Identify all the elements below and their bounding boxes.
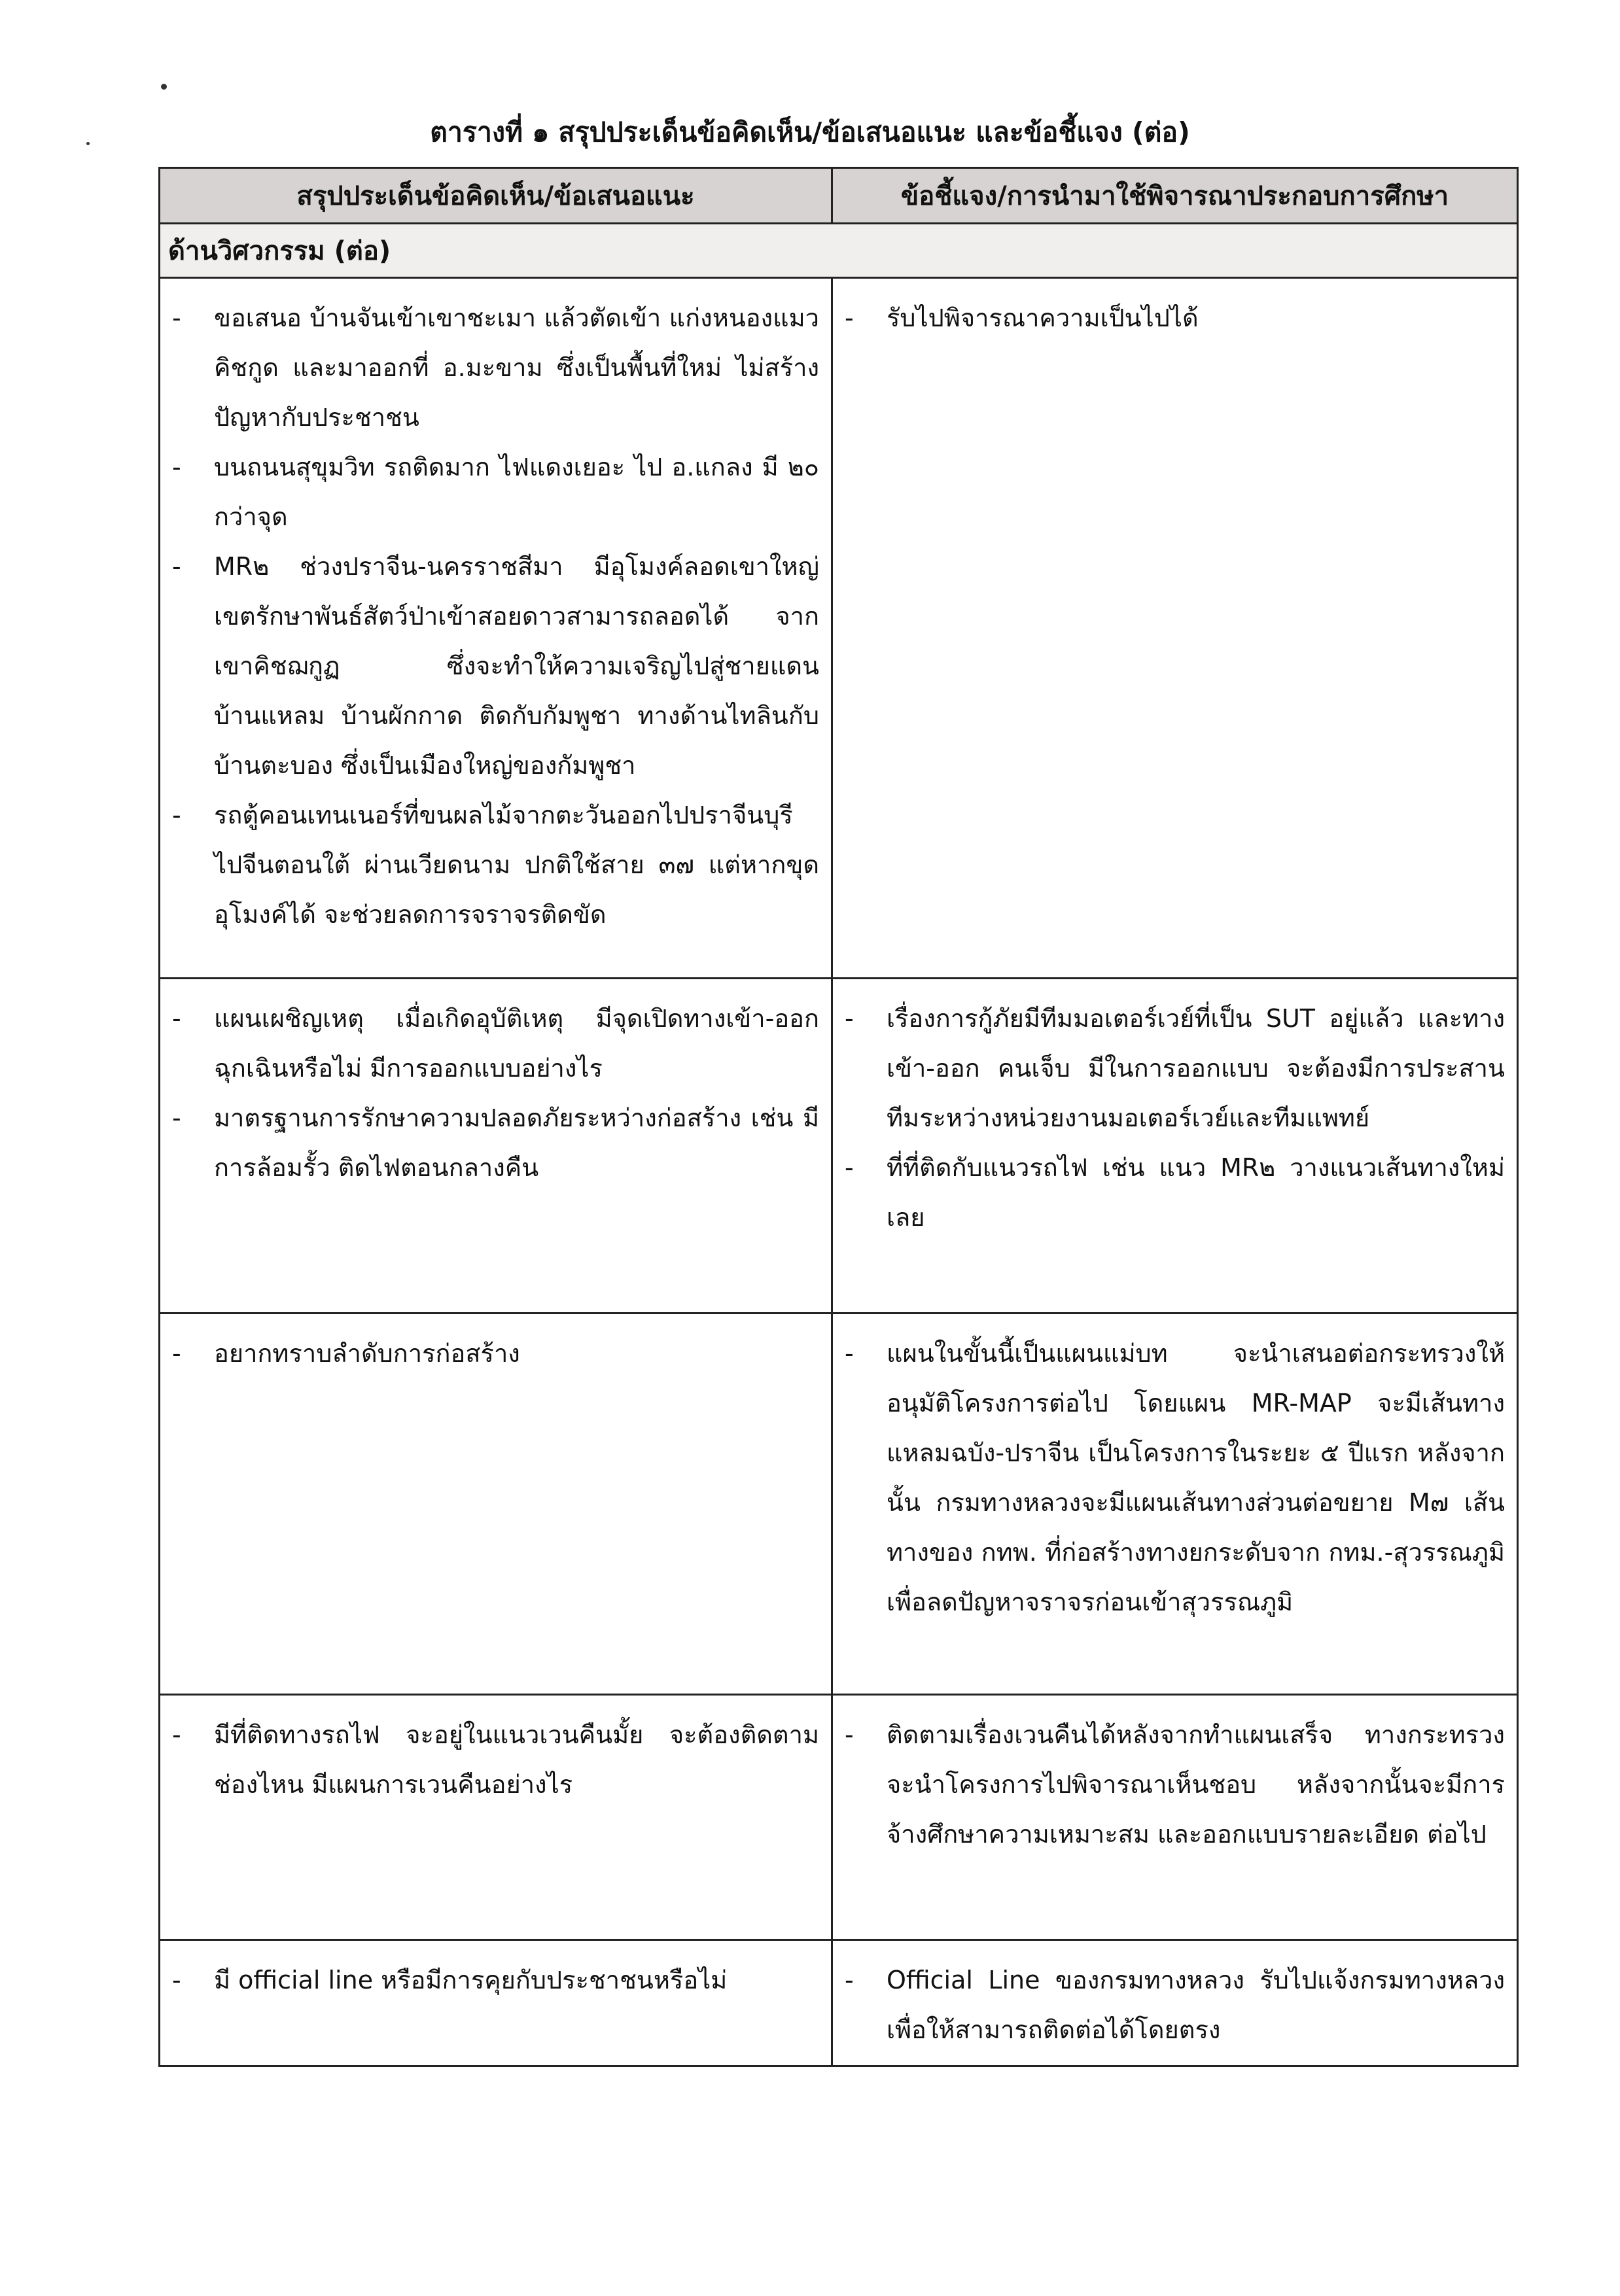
clarification-item: - รับไปพิจารณาความเป็นไปได้ [833,293,1505,343]
comment-item: - อยากทราบลำดับการก่อสร้าง [160,1329,819,1378]
clarification-item: - ที่ที่ติดกับแนวรถไฟ เช่น แนว MR๒ วางแนวเส้นทางใหม่เลย [833,1143,1505,1242]
clarification-cell [832,1940,1518,2066]
table-row [160,1695,1518,1940]
comment-item: - MR๒ ช่วงปราจีน-นครราชสีมา มีอุโมงค์ลอดเขาใหญ่ เขตรักษาพันธ์สัตว์ป่าเข้าสอยดาวสามารถลอดได้ จากเขาคิชฌกูฏ ซึ่งจะทำให้ความเจริญไปสู่ชายแดน บ้านแหลม บ้านผักกาด ติดกับกัมพูชา ทางด้านไทลินกับบ้านตะบอง ซึ่งเป็นเมืองใหญ่ของกัมพูชา [160,542,819,790]
comment-cell [160,278,832,979]
clarification-cell [832,1695,1518,1940]
clarification-cell [832,1313,1518,1695]
clarification-list [833,279,1517,353]
table-row [160,979,1518,1313]
section-title: ด้านวิศวกรรม (ต่อ) [160,224,1518,278]
comment-list [160,279,831,950]
clarification-item: - ติดตามเรื่องเวนคืนได้หลังจากทำแผนเสร็จ ทางกระทรวงจะนำโครงการไปพิจารณาเห็นชอบ หลังจากนั้นจะมีการจ้างศึกษาความเหมาะสม และออกแบบรายละเอียด ต่อไป [833,1710,1505,1859]
clarification-list [833,979,1517,1253]
clarification-item: - แผนในขั้นนี้เป็นแผนแม่บท จะนำเสนอต่อกระทรวงให้อนุมัติโครงการต่อไป โดยแผน MR-MAP จะมีเส้นทางแหลมฉบัง-ปราจีน เป็นโครงการในระยะ ๕ ปีแรก หลังจากนั้น กรมทางหลวงจะมีแผนเส้นทางส่วนต่อขยาย M๗ เส้นทางของ กทพ. ที่ก่อสร้างทางยกระดับจาก กทม.-สุวรรณภูมิ เพื่อลดปัญหาจราจรก่อนเข้าสุวรรณภูมิ [833,1329,1505,1627]
comment-cell [160,979,832,1313]
clarification-item: - Official Line ของกรมทางหลวง รับไปแจ้งกรมทางหลวง เพื่อให้สามารถติดต่อได้โดยตรง [833,1955,1505,2055]
comment-item: - มีที่ติดทางรถไฟ จะอยู่ในแนวเวนคืนมั้ย จะต้องติดตามช่องไหน มีแผนการเวนคืนอย่างไร [160,1710,819,1809]
page-title: ตารางที่ ๑ สรุปประเด็นข้อคิดเห็น/ข้อเสนอแนะ และข้อชี้แจง (ต่อ) [430,116,1190,148]
clarification-cell [832,278,1518,979]
comment-item: - มี official line หรือมีการคุยกับประชาชนหรือไม่ [160,1955,819,2005]
clarification-list [833,1314,1517,1637]
section-row [160,224,1518,278]
comment-cell [160,1940,832,2066]
comment-list [160,1696,831,1820]
comment-cell [160,1313,832,1695]
table-row [160,1313,1518,1695]
comments-table [158,167,1519,2067]
comment-list [160,1941,831,2015]
comment-item: - รถตู้คอนเทนเนอร์ที่ขนผลไม้จากตะวันออกไปปราจีนบุรีไปจีนตอนใต้ ผ่านเวียดนาม ปกติใช้สาย ๓๗ แต่หากขุดอุโมงค์ได้ จะช่วยลดการจราจรติดขัด [160,790,819,939]
header-comments: สรุปประเด็นข้อคิดเห็น/ข้อเสนอแนะ [160,168,832,224]
clarification-cell [832,979,1518,1313]
table-header-row [160,168,1518,224]
comment-item: - แผนเผชิญเหตุ เมื่อเกิดอุบัติเหตุ มีจุดเปิดทางเข้า-ออก ฉุกเฉินหรือไม่ มีการออกแบบอย่างไร [160,994,819,1093]
table-row [160,1940,1518,2066]
scan-speck [161,84,167,90]
comment-cell [160,1695,832,1940]
comment-item: - ขอเสนอ บ้านจันเข้าเขาชะเมา แล้วตัดเข้า แก่งหนองแมว คิชกูด และมาออกที่ อ.มะขาม ซึ่งเป็นพื้นที่ใหม่ ไม่สร้างปัญหากับประชาชน [160,293,819,442]
comment-list [160,979,831,1203]
clarification-list [833,1696,1517,1870]
comment-item: - มาตรฐานการรักษาความปลอดภัยระหว่างก่อสร้าง เช่น มีการล้อมรั้ว ติดไฟตอนกลางคืน [160,1093,819,1192]
comment-list [160,1314,831,1389]
comment-item: - บนถนนสุขุมวิท รถติดมาก ไฟแดงเยอะ ไป อ.แกลง มี ๒๐ กว่าจุด [160,442,819,542]
table-row [160,278,1518,979]
clarification-item: - เรื่องการกู้ภัยมีทีมมอเตอร์เวย์ที่เป็น SUT อยู่แล้ว และทางเข้า-ออก คนเจ็บ มีในการออกแบบ จะต้องมีการประสานทีมระหว่างหน่วยงานมอเตอร์เวย์และทีมแพทย์ [833,994,1505,1143]
clarification-list [833,1941,1517,2065]
header-clarifications: ข้อชี้แจง/การนำมาใช้พิจารณาประกอบการศึกษา [832,168,1518,224]
